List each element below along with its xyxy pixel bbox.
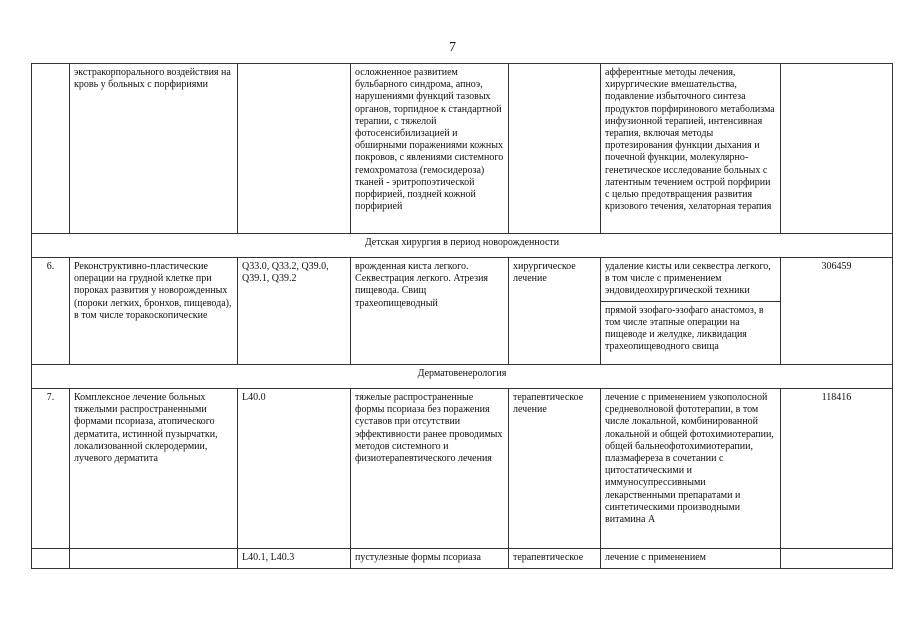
patient-model: пустулезные формы псориаза bbox=[351, 549, 509, 569]
page-number: 7 bbox=[449, 40, 456, 55]
row-number: 6. bbox=[32, 258, 70, 365]
table-row bbox=[32, 258, 893, 365]
treatment-method-secondary: прямой эзофаго-эзофаго анастомоз, в том числе этапные операции на пищеводе и желудке, ликвидация трахеопищеводного свища bbox=[601, 301, 780, 354]
cost-value: 306459 bbox=[781, 258, 893, 365]
treatment-method: афферентные методы лечения, хирургические вмешательства, подавление избыточного синтеза продуктов порфиринового метаболизма инфузионной терапией, интенсивная терапия, включая методы протезирования функции дыхания и почечной функции, молекулярно-генетическое исследование больных с латентным течением острой порфирии с целью предотвращения развития кризового течения, хелаторная терапия bbox=[601, 64, 781, 234]
table-row bbox=[32, 549, 893, 569]
treatment-method-primary: удаление кисты или секвестра легкого, в том числе с применением эндовидеохирургической техники bbox=[605, 261, 771, 297]
treatment-method: лечение с применением узкополосной средневолновой фототерапии, в том числе локальной, комбинированной локальной и общей фотохимиотерапии, общей бальнеофотохимиотерапии, плазмафереза в сочетании с цитостатическими и иммуносупрессивными лекарственными препаратами и синтетическими производными витамина А bbox=[601, 389, 781, 549]
row-number bbox=[32, 64, 70, 234]
section-title: Детская хирургия в период новорожденности bbox=[32, 234, 893, 258]
treatment-method: лечение с применением bbox=[601, 549, 781, 569]
icd-codes: L40.0 bbox=[238, 389, 351, 549]
table-row bbox=[32, 64, 893, 234]
treatment-type: терапевтическое лечение bbox=[509, 389, 601, 549]
care-type-name bbox=[70, 549, 238, 569]
row-number bbox=[32, 549, 70, 569]
row-number: 7. bbox=[32, 389, 70, 549]
treatment-type: терапевтическое bbox=[509, 549, 601, 569]
cost-value bbox=[781, 64, 893, 234]
care-type-name: Комплексное лечение больных тяжелыми распространенными формами псориаза, атопического дерматита, истинной пузырчатки, локализованной склеродермии, лучевого дерматита bbox=[70, 389, 238, 549]
treatment-type: хирургическое лечение bbox=[509, 258, 601, 365]
icd-codes: L40.1, L40.3 bbox=[238, 549, 351, 569]
treatment-method bbox=[601, 258, 781, 365]
care-type-name: Реконструктивно-пластические операции на грудной клетке при пороках развития у новорожденных (пороки легких, бронхов, пищевода), в том числе торакоскопические bbox=[70, 258, 238, 365]
cost-value bbox=[781, 549, 893, 569]
section-row bbox=[32, 234, 893, 258]
high-tech-care-table bbox=[31, 63, 893, 569]
table-row bbox=[32, 389, 893, 549]
icd-codes: Q33.0, Q33.2, Q39.0, Q39.1, Q39.2 bbox=[238, 258, 351, 365]
section-title: Дерматовенерология bbox=[32, 365, 893, 389]
patient-model: врожденная киста легкого. Секвестрация легкого. Атрезия пищевода. Свищ трахеопищеводный bbox=[351, 258, 509, 365]
care-type-name: экстракорпорального воздействия на кровь у больных с порфириями bbox=[70, 64, 238, 234]
treatment-type bbox=[509, 64, 601, 234]
cost-value: 118416 bbox=[781, 389, 893, 549]
patient-model: осложненное развитием бульбарного синдрома, апноэ, нарушениями функций тазовых органов, торпидное к стандартной терапии, с тяжелой фотосенсибилизацией и обширными поражениями кожных покровов, с явлениями системного гемохроматоза (гемосидероза) тканей - эритропоэтической порфирией, поздней кожной порфирией bbox=[351, 64, 509, 234]
section-row bbox=[32, 365, 893, 389]
icd-codes bbox=[238, 64, 351, 234]
patient-model: тяжелые распространенные формы псориаза без поражения суставов при отсутствии эффективности ранее проводимых методов системного и физиотерапевтического лечения bbox=[351, 389, 509, 549]
